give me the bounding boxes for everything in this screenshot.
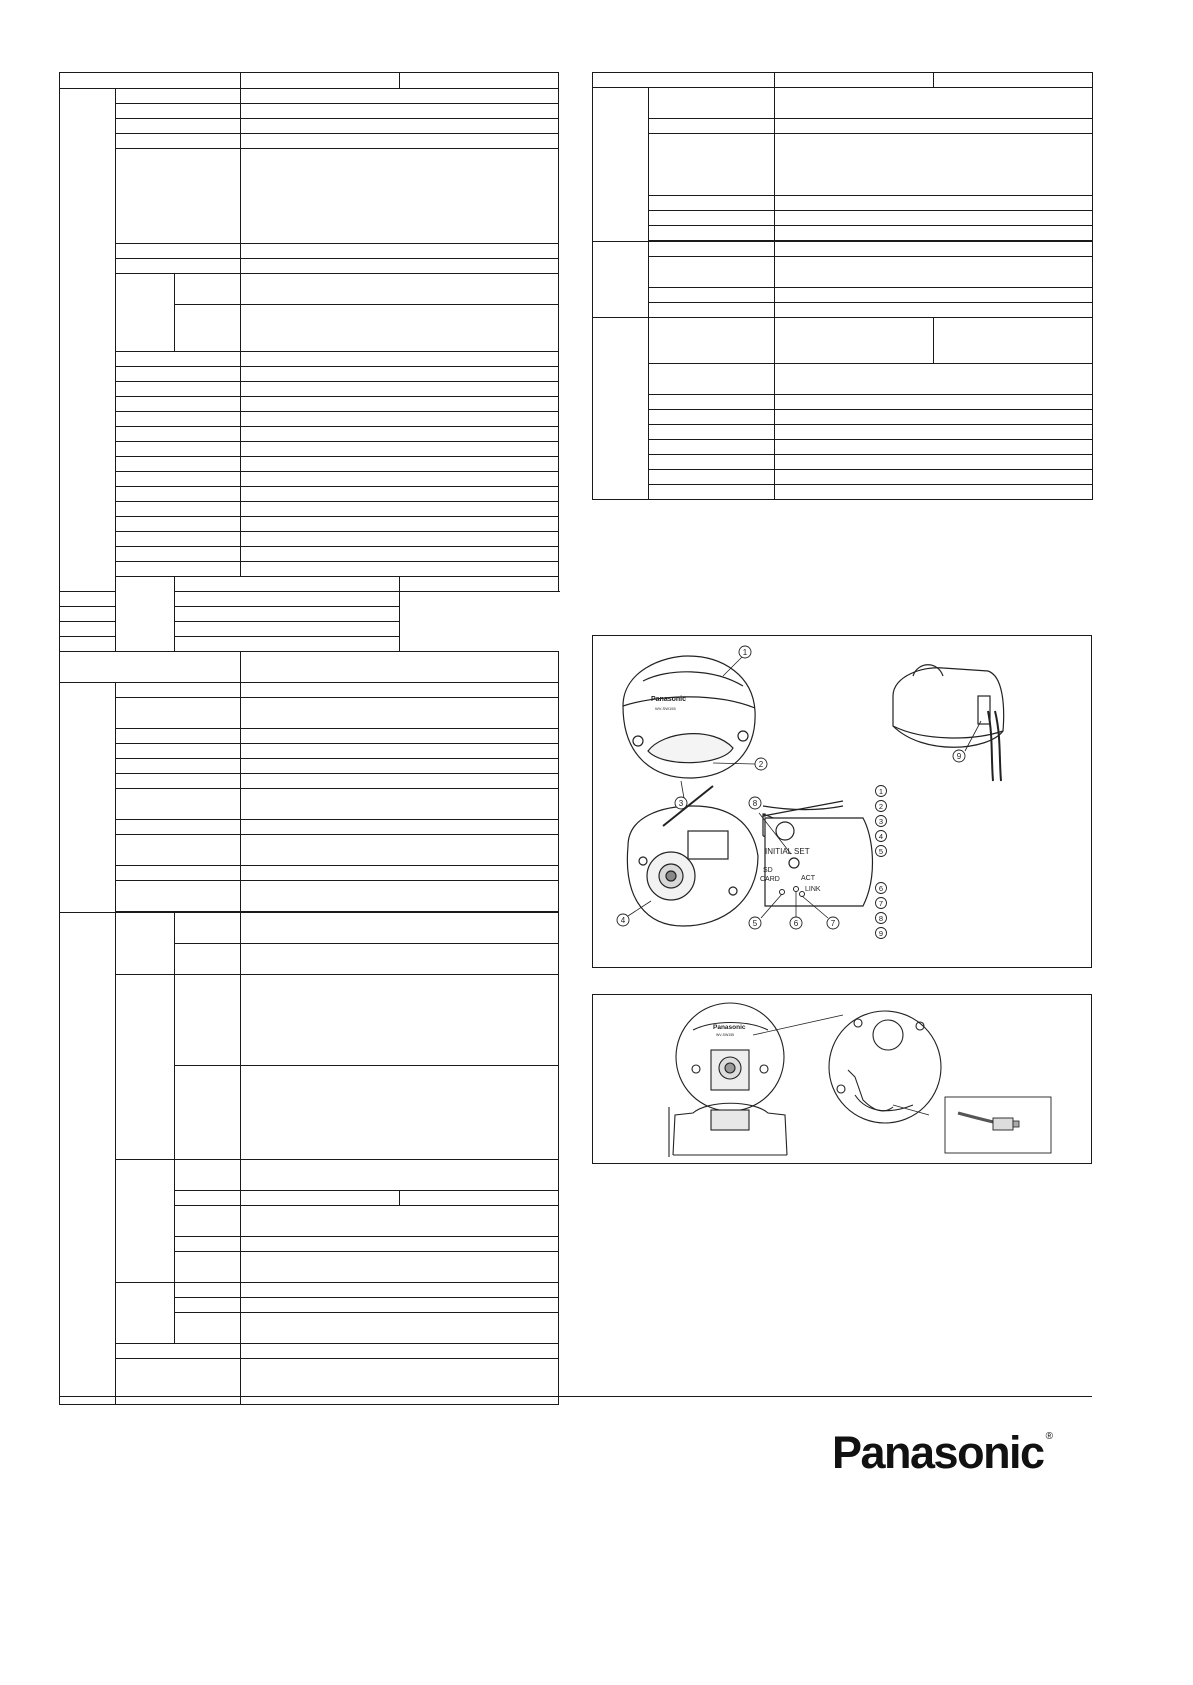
table-cell xyxy=(116,820,241,835)
table-cell xyxy=(775,288,1093,303)
table-row xyxy=(593,134,1093,196)
table-cell xyxy=(241,517,559,532)
table-cell xyxy=(60,913,116,1405)
callout-2 xyxy=(755,758,767,770)
table-cell xyxy=(649,395,775,410)
table-row xyxy=(60,607,559,622)
table-row xyxy=(60,119,559,134)
dome-camera-front xyxy=(623,656,755,778)
parts-illustration xyxy=(593,636,1091,967)
dims-brand-label: Panasonic xyxy=(713,1024,746,1031)
table-cell xyxy=(649,425,775,440)
legend-1 xyxy=(876,786,887,797)
table-cell xyxy=(175,305,241,352)
card-label: CARD xyxy=(760,876,780,883)
table-cell xyxy=(649,196,775,211)
table-cell xyxy=(241,1298,559,1313)
table-row xyxy=(60,835,559,866)
table-row xyxy=(60,866,559,881)
table-cell xyxy=(116,975,175,1160)
table-row xyxy=(593,119,1093,134)
svg-text:7: 7 xyxy=(830,919,836,928)
table-row xyxy=(60,367,559,382)
table-row xyxy=(593,288,1093,303)
registered-trademark-icon: ® xyxy=(1045,1431,1053,1442)
table-cell xyxy=(775,257,1093,288)
table-row xyxy=(60,89,559,104)
table-cell xyxy=(241,397,559,412)
table-cell xyxy=(241,89,559,104)
legend-3 xyxy=(876,816,887,827)
table-cell xyxy=(116,517,241,532)
table-cell xyxy=(241,442,559,457)
table-row xyxy=(60,412,559,427)
table-cell xyxy=(400,577,559,592)
table-cell xyxy=(241,259,559,274)
table-cell xyxy=(60,683,116,913)
table-cell xyxy=(116,89,241,104)
table-row xyxy=(60,472,559,487)
callout-6 xyxy=(790,917,802,929)
table-row xyxy=(593,455,1093,470)
table-cell xyxy=(241,547,559,562)
table-cell xyxy=(775,226,1093,241)
table-cell xyxy=(241,562,559,577)
table-cell xyxy=(116,502,241,517)
table-row xyxy=(593,257,1093,288)
table-cell xyxy=(116,352,241,367)
table-cell xyxy=(116,774,241,789)
table-cell xyxy=(241,652,559,683)
table-cell xyxy=(241,1206,559,1237)
table-cell xyxy=(116,547,241,562)
table-cell xyxy=(775,470,1093,485)
table-cell xyxy=(241,1344,559,1359)
table-row xyxy=(60,427,559,442)
svg-text:5: 5 xyxy=(752,919,758,928)
table-cell xyxy=(116,835,241,866)
table-cell xyxy=(775,425,1093,440)
table-cell xyxy=(775,455,1093,470)
table-cell xyxy=(60,592,175,607)
table-cell xyxy=(241,427,559,442)
table-cell xyxy=(649,119,775,134)
table-cell xyxy=(116,683,241,698)
table-cell xyxy=(60,89,116,592)
table-cell xyxy=(116,759,241,774)
table-cell xyxy=(116,442,241,457)
callout-8 xyxy=(749,797,761,809)
table-row xyxy=(593,364,1093,395)
table-cell xyxy=(775,134,1093,196)
table-cell xyxy=(241,698,559,729)
table-row xyxy=(60,744,559,759)
table-cell xyxy=(116,472,241,487)
table-cell xyxy=(775,485,1093,500)
table-cell xyxy=(775,196,1093,211)
table-cell xyxy=(175,622,400,637)
table-cell xyxy=(241,1160,559,1191)
table-cell xyxy=(116,1359,241,1405)
table-row xyxy=(60,382,559,397)
table-cell xyxy=(241,367,559,382)
table-cell xyxy=(116,274,175,352)
table-cell xyxy=(175,1206,241,1237)
dims-model-label: WV-SW155 xyxy=(716,1033,735,1037)
table-cell xyxy=(241,1313,559,1344)
table-cell xyxy=(116,866,241,881)
camera-top-view xyxy=(676,1003,784,1111)
table-cell xyxy=(60,622,175,637)
table-cell xyxy=(649,211,775,226)
table-cell xyxy=(649,242,775,257)
table-row xyxy=(60,457,559,472)
callout-9 xyxy=(953,750,965,762)
table-cell xyxy=(241,1191,400,1206)
svg-text:4: 4 xyxy=(878,832,884,841)
dimensions-figure xyxy=(592,994,1092,1164)
table-cell xyxy=(116,698,241,729)
table-cell xyxy=(241,744,559,759)
table-cell xyxy=(649,470,775,485)
table-cell xyxy=(593,318,649,500)
legend-7 xyxy=(876,898,887,909)
svg-text:2: 2 xyxy=(878,802,884,811)
table-cell xyxy=(649,455,775,470)
table-cell xyxy=(241,820,559,835)
svg-text:8: 8 xyxy=(752,799,758,808)
table-row xyxy=(60,104,559,119)
table-row xyxy=(60,683,559,698)
table-cell xyxy=(241,104,559,119)
table-cell xyxy=(116,1283,175,1344)
dome-camera-internal xyxy=(627,786,758,926)
table-cell xyxy=(400,1191,559,1206)
footer-divider xyxy=(59,1396,1092,1397)
table-row xyxy=(593,425,1093,440)
legend-2 xyxy=(876,801,887,812)
table-row xyxy=(60,652,559,683)
table-cell xyxy=(241,305,559,352)
initial-set-label: INITIAL SET xyxy=(765,847,810,856)
table-row xyxy=(60,1283,559,1298)
table-cell xyxy=(241,149,559,244)
table-row xyxy=(60,532,559,547)
legend-9 xyxy=(876,928,887,939)
act-label: ACT xyxy=(801,875,815,882)
table-cell xyxy=(116,913,175,975)
table-row xyxy=(60,759,559,774)
table-row xyxy=(60,244,559,259)
table-cell xyxy=(175,944,241,975)
table-cell xyxy=(116,134,241,149)
table-cell xyxy=(241,134,559,149)
dome-camera-side xyxy=(893,665,1004,781)
table-cell xyxy=(116,382,241,397)
table-row xyxy=(593,196,1093,211)
table-cell xyxy=(116,104,241,119)
legend-6 xyxy=(876,883,887,894)
table-cell xyxy=(241,502,559,517)
table-cell xyxy=(175,1066,241,1160)
table-cell xyxy=(775,410,1093,425)
table-row xyxy=(60,487,559,502)
spec-table-left xyxy=(59,72,559,1405)
svg-text:8: 8 xyxy=(878,914,884,923)
table-cell xyxy=(116,729,241,744)
table-cell xyxy=(116,881,241,912)
table-row xyxy=(593,440,1093,455)
svg-text:6: 6 xyxy=(878,884,884,893)
table-cell xyxy=(241,1283,559,1298)
camera-brand-label: Panasonic xyxy=(651,696,687,703)
table-row xyxy=(60,352,559,367)
table-row xyxy=(60,562,559,577)
svg-text:3: 3 xyxy=(678,799,684,808)
table-cell xyxy=(241,73,400,89)
camera-model-label: WV-SW155 xyxy=(655,706,676,711)
table-row xyxy=(60,517,559,532)
table-row xyxy=(593,303,1093,318)
table-cell xyxy=(649,288,775,303)
table-cell xyxy=(775,242,1093,257)
svg-text:7: 7 xyxy=(878,899,884,908)
table-cell xyxy=(175,577,400,592)
table-row xyxy=(60,592,559,607)
table-cell xyxy=(649,303,775,318)
table-cell xyxy=(241,835,559,866)
table-cell xyxy=(116,119,241,134)
table-cell xyxy=(241,532,559,547)
table-row xyxy=(60,259,559,274)
table-cell xyxy=(649,485,775,500)
table-cell xyxy=(649,410,775,425)
brand-wordmark: Panasonic xyxy=(832,1427,1044,1478)
callout-5 xyxy=(749,917,761,929)
table-cell xyxy=(241,759,559,774)
table-cell xyxy=(649,226,775,241)
table-cell xyxy=(400,73,559,89)
table-cell xyxy=(649,364,775,395)
table-cell xyxy=(241,382,559,397)
table-cell xyxy=(175,913,241,944)
callout-1 xyxy=(739,646,751,658)
table-cell xyxy=(593,73,775,88)
table-cell xyxy=(60,652,241,683)
table-cell xyxy=(775,364,1093,395)
table-cell xyxy=(241,412,559,427)
table-row xyxy=(60,134,559,149)
table-cell xyxy=(175,637,400,652)
table-row xyxy=(593,470,1093,485)
table-cell xyxy=(241,913,559,944)
table-cell xyxy=(60,73,241,89)
table-cell xyxy=(593,242,649,318)
table-cell xyxy=(241,975,559,1066)
table-cell xyxy=(241,881,559,912)
table-cell xyxy=(241,487,559,502)
table-cell xyxy=(775,303,1093,318)
callout-3 xyxy=(675,797,687,809)
link-label: LINK xyxy=(805,886,821,893)
table-row xyxy=(60,1160,559,1191)
table-row xyxy=(60,881,559,912)
table-cell xyxy=(241,352,559,367)
table-row xyxy=(60,1359,559,1405)
table-row xyxy=(593,395,1093,410)
svg-text:9: 9 xyxy=(956,752,962,761)
table-row xyxy=(60,913,559,944)
table-cell xyxy=(116,259,241,274)
callout-4 xyxy=(617,914,629,926)
table-cell xyxy=(649,88,775,119)
table-cell xyxy=(649,440,775,455)
parts-figure xyxy=(592,635,1092,968)
table-cell xyxy=(60,637,175,652)
table-cell xyxy=(175,1298,241,1313)
dimensions-illustration xyxy=(593,995,1091,1163)
table-cell xyxy=(175,1160,241,1191)
table-row xyxy=(593,88,1093,119)
table-cell xyxy=(241,1252,559,1283)
table-cell xyxy=(116,744,241,759)
table-cell xyxy=(116,427,241,442)
table-cell xyxy=(775,88,1093,119)
table-cell xyxy=(175,975,241,1066)
table-cell xyxy=(934,73,1093,88)
table-cell xyxy=(241,457,559,472)
brand-logo xyxy=(832,1427,1053,1478)
svg-text:3: 3 xyxy=(878,817,884,826)
table-cell xyxy=(116,244,241,259)
svg-text:9: 9 xyxy=(878,929,884,938)
table-row xyxy=(60,729,559,744)
table-row xyxy=(60,73,559,89)
table-row xyxy=(593,73,1093,88)
table-cell xyxy=(116,1160,175,1283)
table-cell xyxy=(775,440,1093,455)
table-row xyxy=(60,274,559,305)
table-cell xyxy=(241,866,559,881)
table-cell xyxy=(175,1252,241,1283)
table-cell xyxy=(241,1359,559,1405)
table-cell xyxy=(60,607,175,622)
table-row xyxy=(60,397,559,412)
svg-text:5: 5 xyxy=(878,847,884,856)
table-cell xyxy=(241,944,559,975)
table-row xyxy=(60,149,559,244)
table-row xyxy=(60,1344,559,1359)
switch-panel xyxy=(760,818,872,906)
table-row xyxy=(60,820,559,835)
legend-8 xyxy=(876,913,887,924)
table-row xyxy=(60,622,559,637)
table-cell xyxy=(116,487,241,502)
table-cell xyxy=(116,532,241,547)
table-cell xyxy=(175,1283,241,1298)
legend-5 xyxy=(876,846,887,857)
table-row xyxy=(60,442,559,457)
table-cell xyxy=(116,789,241,820)
camera-side-profile xyxy=(669,1103,787,1157)
svg-text:2: 2 xyxy=(758,760,764,769)
table-row xyxy=(593,226,1093,241)
table-row xyxy=(60,975,559,1066)
table-cell xyxy=(241,274,559,305)
table-row xyxy=(593,318,1093,364)
table-cell xyxy=(175,1191,241,1206)
table-cell xyxy=(116,149,241,244)
table-cell xyxy=(175,607,400,622)
table-row xyxy=(60,774,559,789)
table-row xyxy=(593,211,1093,226)
table-cell xyxy=(116,1344,241,1359)
spec-table-right xyxy=(592,72,1093,500)
table-cell xyxy=(241,683,559,698)
legend-4 xyxy=(876,831,887,842)
svg-text:1: 1 xyxy=(742,648,748,657)
table-cell xyxy=(649,257,775,288)
table-cell xyxy=(241,244,559,259)
table-cell xyxy=(241,472,559,487)
cable-detail-callout xyxy=(945,1097,1051,1153)
table-row xyxy=(60,789,559,820)
table-cell xyxy=(241,729,559,744)
table-row xyxy=(593,485,1093,500)
callout-7 xyxy=(827,917,839,929)
table-cell xyxy=(593,88,649,242)
table-row xyxy=(60,502,559,517)
svg-text:6: 6 xyxy=(793,919,799,928)
table-cell xyxy=(116,412,241,427)
table-cell xyxy=(775,211,1093,226)
table-cell xyxy=(175,1237,241,1252)
table-row xyxy=(60,547,559,562)
table-cell xyxy=(241,789,559,820)
mount-base-view xyxy=(829,1011,941,1123)
table-cell xyxy=(116,562,241,577)
parts-legend xyxy=(876,786,887,939)
table-cell xyxy=(175,274,241,305)
table-cell xyxy=(241,774,559,789)
table-row xyxy=(60,698,559,729)
table-cell xyxy=(241,1066,559,1160)
table-cell xyxy=(116,457,241,472)
table-cell xyxy=(175,1313,241,1344)
table-cell xyxy=(775,73,934,88)
table-row xyxy=(60,637,559,652)
table-row xyxy=(593,242,1093,257)
table-cell xyxy=(775,318,934,364)
svg-text:4: 4 xyxy=(620,916,626,925)
table-row xyxy=(60,577,559,592)
table-cell xyxy=(649,318,775,364)
table-cell xyxy=(775,395,1093,410)
table-cell xyxy=(175,592,400,607)
svg-text:1: 1 xyxy=(878,787,884,796)
table-cell xyxy=(775,119,1093,134)
table-cell xyxy=(116,367,241,382)
table-cell xyxy=(241,119,559,134)
table-cell xyxy=(241,1237,559,1252)
table-row xyxy=(593,410,1093,425)
sd-label: SD xyxy=(763,867,773,874)
table-cell xyxy=(116,397,241,412)
table-cell xyxy=(934,318,1093,364)
table-cell xyxy=(649,134,775,196)
